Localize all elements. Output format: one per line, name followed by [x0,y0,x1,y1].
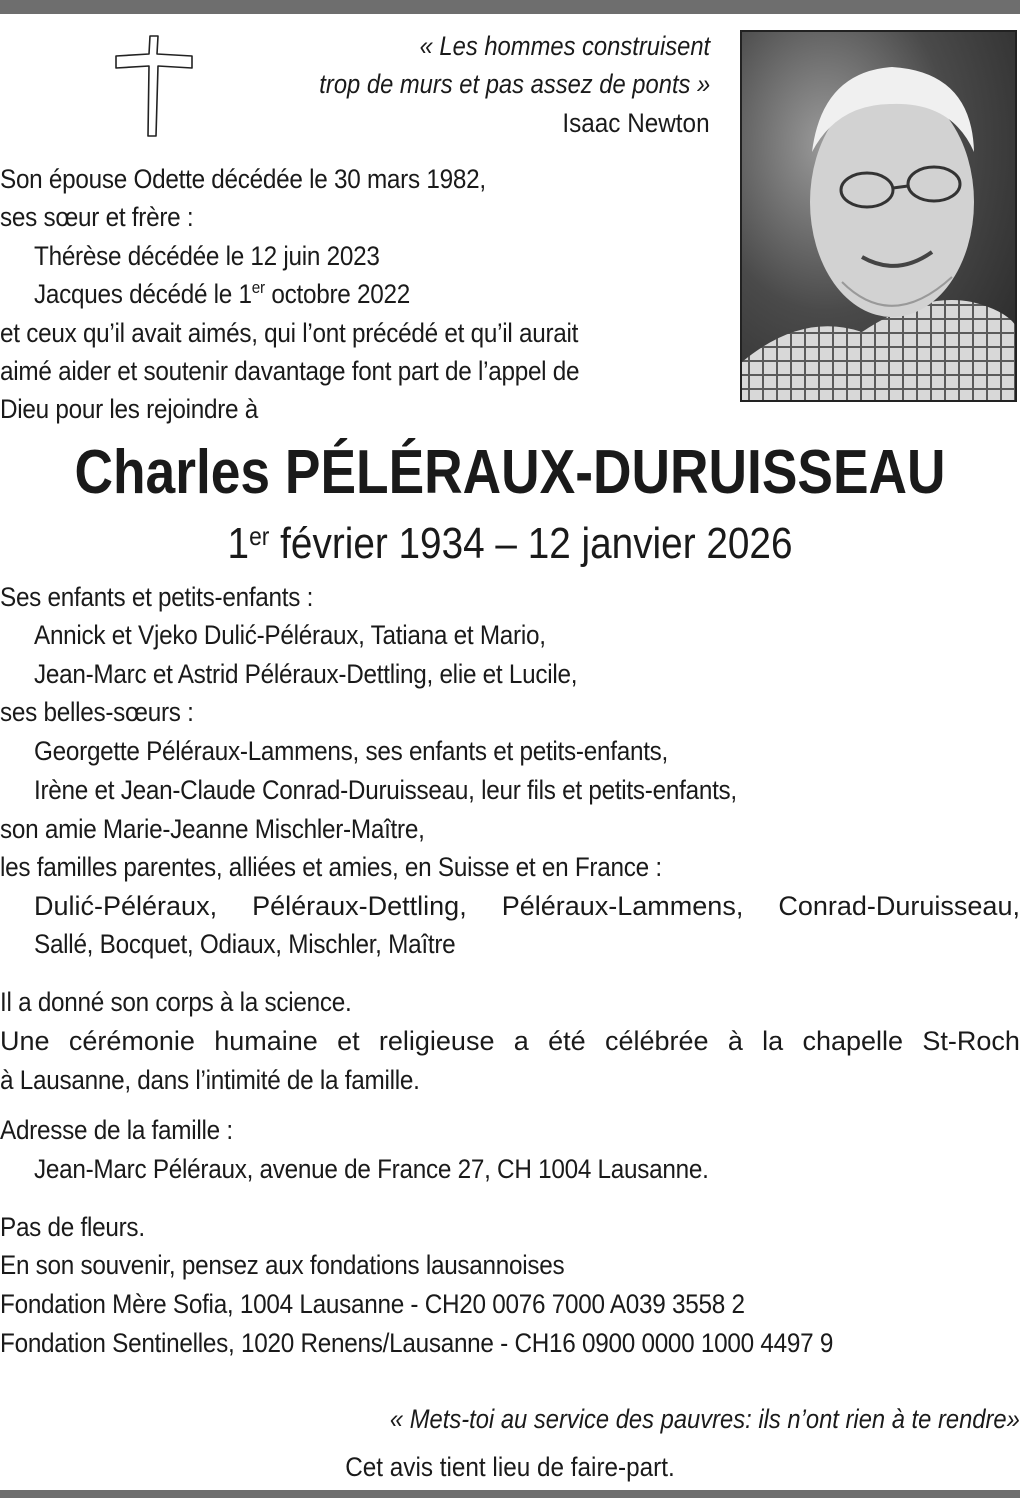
announcer-line-3: Thérèse décédée le 12 juin 2023 [34,241,380,271]
announcer-line-5: et ceux qu’il avait aimés, qui l’ont précédé et qu’il aurait [0,318,579,348]
ceremony-word: St-Roch [922,1026,1020,1056]
bottom-rule [0,1490,1020,1498]
announcer-line-4-sup: er [251,278,265,297]
family-name-3: Péléraux-Lammens, [501,891,744,921]
ceremony-word: a [513,1026,529,1056]
family-line-3: Jean-Marc et Astrid Péléraux-Dettling, elie et Lucile, [34,659,578,689]
announcer-line-7: Dieu pour les rejoindre à [0,394,259,424]
family-line-6: Irène et Jean-Claude Conrad-Duruisseau, leur fils et petits-enfants, [34,775,737,805]
top-rule [0,0,1020,14]
announcer-line-2: ses sœur et frère : [0,202,194,232]
family-name-1: Dulić-Péléraux, [34,891,218,921]
portrait-photo [740,30,1017,402]
family-line-10: Sallé, Bocquet, Odiaux, Mischler, Maître [34,929,456,959]
deceased-name: Charles PÉLÉRAUX-DURUISSEAU [74,438,946,507]
ceremony-word: chapelle [802,1026,904,1056]
ceremony-word: été [548,1026,586,1056]
address-line-1: Adresse de la famille : [0,1115,233,1145]
ceremony-word: religieuse [378,1026,495,1056]
ceremony-word: célébrée [604,1026,709,1056]
donation-line-2: En son souvenir, pensez aux fondations lausannoises [0,1250,565,1280]
family-names-row [34,887,1020,925]
donation-line-1: Pas de fleurs. [0,1212,145,1242]
ceremony-word: humaine [214,1026,318,1056]
address-line-2: Jean-Marc Péléraux, avenue de France 27, CH 1004 Lausanne. [34,1154,709,1184]
family-line-4: ses belles-sœurs : [0,697,194,727]
portrait-illustration [742,32,1017,402]
family-line-5: Georgette Péléraux-Lammens, ses enfants et petits-enfants, [34,736,669,766]
life-dates-pre: 1 [227,519,250,568]
announcer-line-6: aimé aider et soutenir davantage font part de l’appel de [0,356,580,386]
family-line-2: Annick et Vjeko Dulić-Péléraux, Tatiana et Mario, [34,620,546,650]
ceremony-word: cérémonie [68,1026,195,1056]
cross-icon [114,34,194,138]
ceremony-word: Une [0,1026,50,1056]
epigraph-line-1: « Les hommes construisent [419,31,710,61]
ceremony-line-1: Il a donné son corps à la science. [0,987,352,1017]
family-line-1: Ses enfants et petits-enfants : [0,582,314,612]
family-line-8: les familles parentes, alliées et amies, en Suisse et en France : [0,852,662,882]
closing-quote: « Mets-toi au service des pauvres: ils n’ont rien à te rendre» [390,1404,1020,1434]
ceremony-line-3: à Lausanne, dans l’intimité de la famille. [0,1065,420,1095]
life-dates-sup: er [249,521,270,551]
life-dates-post: février 1934 – 12 janvier 2026 [269,519,793,568]
ceremony-line-2 [0,1022,1020,1060]
epigraph-line-2: trop de murs et pas assez de ponts » [319,69,710,99]
epigraph-author: Isaac Newton [562,108,710,138]
family-name-4: Conrad-Duruisseau, [778,891,1020,921]
ceremony-word: la [762,1026,784,1056]
family-line-7: son amie Marie-Jeanne Mischler-Maître, [0,814,425,844]
ceremony-word: à [727,1026,743,1056]
announcer-line-4-pre: Jacques décédé le 1 [34,279,252,309]
announcer-line-1: Son épouse Odette décédée le 30 mars 1982, [0,164,486,194]
life-dates [61,518,959,570]
announcer-line-4-post: octobre 2022 [264,279,410,309]
footer-note: Cet avis tient lieu de faire-part. [345,1452,675,1482]
donation-line-4: Fondation Sentinelles, 1020 Renens/Lausanne - CH16 0900 0000 1000 4497 9 [0,1328,834,1358]
donation-line-3: Fondation Mère Sofia, 1004 Lausanne - CH20 0076 7000 A039 3558 2 [0,1289,745,1319]
family-name-2: Péléraux-Dettling, [252,891,467,921]
announcer-line-4 [34,275,410,313]
ceremony-word: et [337,1026,360,1056]
